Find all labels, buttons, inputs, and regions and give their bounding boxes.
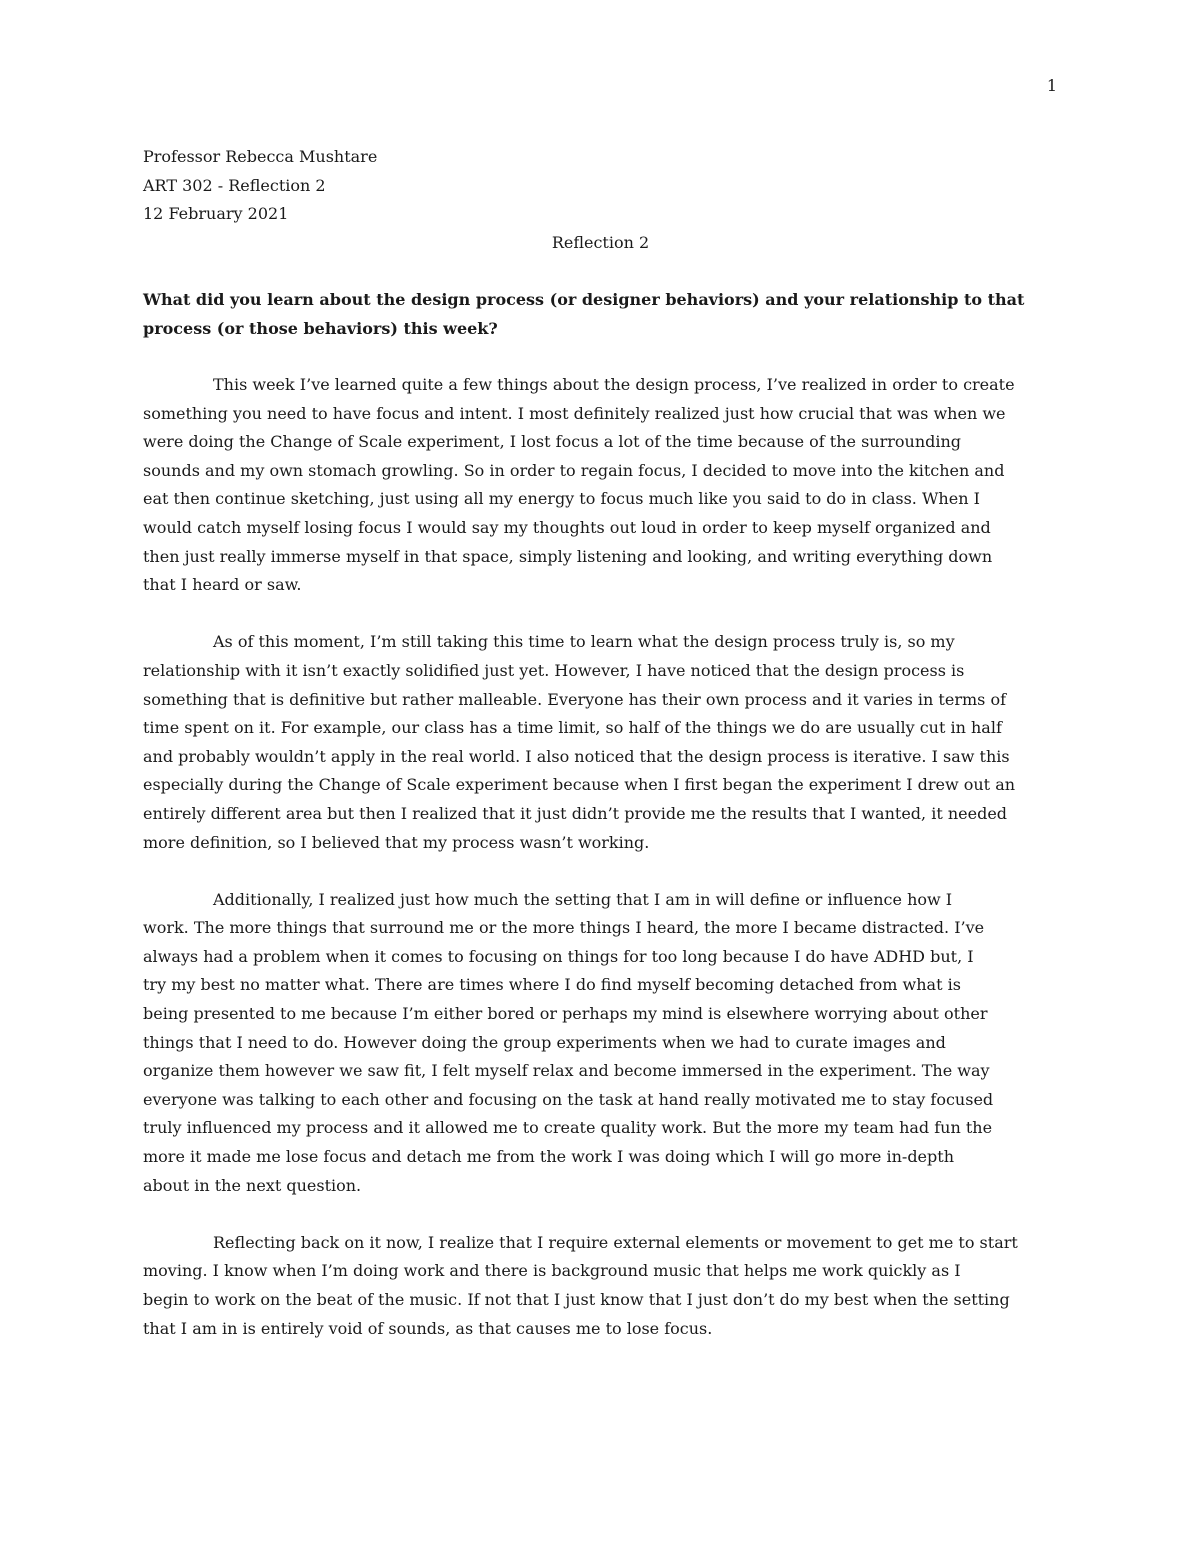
- paragraph-line: were doing the Change of Scale experiment, I lost focus a lot of the time because of the surrounding: [143, 432, 962, 452]
- question-line: process (or those behaviors) this week?: [143, 318, 498, 338]
- paragraph-line: then just really immerse myself in that space, simply listening and looking, and writing everything down: [143, 546, 993, 566]
- paragraph-line: more it made me lose focus and detach me from the work I was doing which I will go more in-depth: [143, 1147, 954, 1167]
- paragraph-line: that I am in is entirely void of sounds, as that causes me to lose focus.: [143, 1318, 713, 1338]
- paragraph-line: about in the next question.: [143, 1175, 362, 1195]
- paragraph-line: Reflecting back on it now, I realize that I require external elements or movement to get me to start: [213, 1232, 1018, 1252]
- paragraph-line: entirely different area but then I realized that it just didn’t provide me the results that I wanted, it needed: [143, 803, 1008, 823]
- paragraph-line: time spent on it. For example, our class has a time limit, so half of the things we do are usually cut in half: [143, 718, 1002, 738]
- paragraph-line: always had a problem when it comes to focusing on things for too long because I do have ADHD but, I: [143, 946, 974, 966]
- paragraph-line: relationship with it isn’t exactly solidified just yet. However, I have noticed that the design process is: [143, 660, 965, 680]
- paragraph-line: eat then continue sketching, just using all my energy to focus much like you said to do in class. When I: [143, 489, 980, 509]
- paragraph-line: truly influenced my process and it allowed me to create quality work. But the more my team had fun the: [143, 1118, 993, 1138]
- paragraph-line: things that I need to do. However doing the group experiments when we had to curate images and: [143, 1032, 946, 1052]
- paragraph-line: try my best no matter what. There are times where I do find myself becoming detached from what is: [143, 975, 961, 995]
- professor-name: Professor Rebecca Mushtare: [143, 147, 378, 166]
- question-heading: [143, 286, 1068, 343]
- course-name: ART 302 - Reflection 2: [143, 175, 326, 195]
- paragraph-line: sounds and my own stomach growling. So in order to regain focus, I decided to move into the kitchen and: [143, 460, 1005, 480]
- paragraph-line: something that is definitive but rather malleable. Everyone has their own process and it varies in terms of: [143, 689, 1006, 709]
- paragraph-line: especially during the Change of Scale experiment because when I first began the experiment I drew out an: [143, 775, 1016, 795]
- paragraph-line: and probably wouldn’t apply in the real world. I also noticed that the design process is iterative. I saw this: [143, 746, 1010, 766]
- question-line: What did you learn about the design process (or designer behaviors) and your relationship to that: [143, 290, 1025, 309]
- paragraph-line: Additionally, I realized just how much the setting that I am in will define or influence how I: [213, 889, 953, 909]
- paragraph-line: something you need to have focus and intent. I most definitely realized just how crucial that was when we: [143, 403, 1006, 423]
- paragraph-line: moving. I know when I’m doing work and there is background music that helps me work quickly as I: [143, 1261, 961, 1281]
- paragraph: [143, 628, 1061, 857]
- paragraph-line: being presented to me because I’m either bored or perhaps my mind is elsewhere worrying about other: [143, 1004, 988, 1024]
- paragraph-line: organize them however we saw fit, I felt myself relax and become immersed in the experiment. The way: [143, 1061, 990, 1081]
- header-block: [143, 143, 1058, 229]
- paragraph: [143, 371, 1061, 600]
- paragraph: [143, 886, 1061, 1201]
- document-date: 12 February 2021: [143, 204, 289, 224]
- body-text: [143, 371, 1061, 1372]
- paragraph-line: would catch myself losing focus I would say my thoughts out loud in order to keep myself organized and: [143, 517, 991, 537]
- paragraph-line: that I heard or saw.: [143, 575, 302, 595]
- paragraph-line: everyone was talking to each other and focusing on the task at hand really motivated me to stay focused: [143, 1089, 994, 1109]
- paragraph: [143, 1229, 1061, 1343]
- document-title: Reflection 2: [551, 233, 650, 252]
- paragraph-line: work. The more things that surround me or the more things I heard, the more I became distracted. I’ve: [143, 918, 985, 938]
- paragraph-line: more definition, so I believed that my process wasn’t working.: [143, 832, 650, 852]
- paragraph-line: begin to work on the beat of the music. If not that I just know that I just don’t do my best when the setting: [143, 1290, 1010, 1309]
- paragraph-line: This week I’ve learned quite a few things about the design process, I’ve realized in order to create: [213, 375, 1015, 394]
- page-number: 1: [1046, 76, 1057, 95]
- paragraph-line: As of this moment, I’m still taking this time to learn what the design process truly is, so my: [213, 632, 955, 652]
